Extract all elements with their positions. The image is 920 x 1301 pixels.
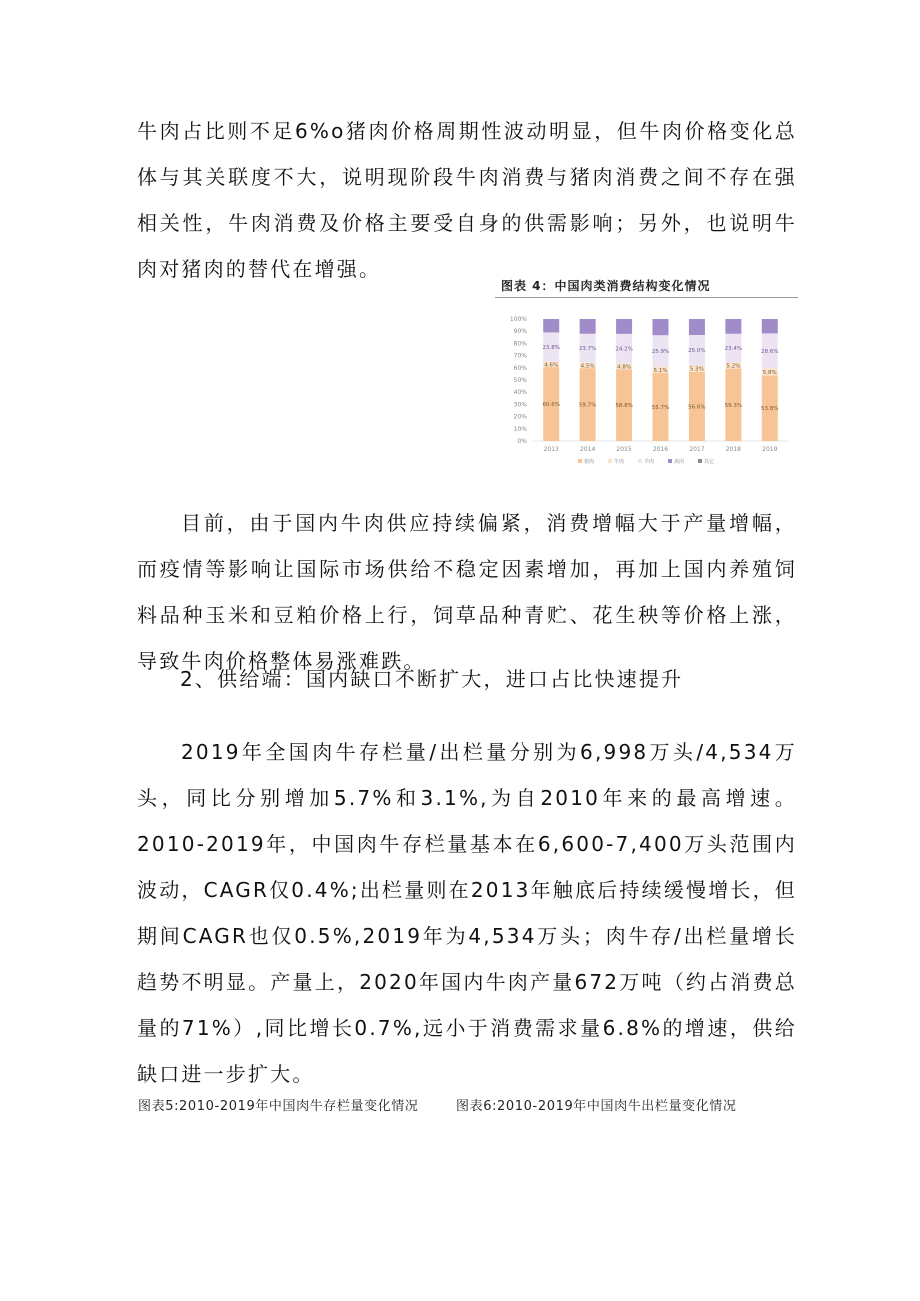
- y-tick-label: 20%: [513, 413, 527, 421]
- x-tick-label: 2013: [543, 446, 559, 453]
- data-label: 24.2%: [615, 346, 633, 353]
- legend-label: 猪肉: [584, 459, 595, 465]
- legend-label: 禽肉: [674, 459, 685, 465]
- bar-segment: [689, 319, 705, 335]
- data-label: 5.1%: [653, 367, 668, 374]
- paragraph-3: [137, 729, 797, 1097]
- x-tick-label: 2017: [689, 446, 705, 453]
- y-tick-label: 10%: [513, 425, 527, 433]
- legend-swatch: [578, 459, 582, 463]
- legend-swatch: [638, 459, 642, 463]
- x-tick-label: 2015: [616, 446, 632, 453]
- x-tick-label: 2014: [580, 446, 596, 453]
- y-tick-label: 70%: [513, 352, 527, 360]
- legend-label: 羊肉: [644, 459, 655, 465]
- paragraph-2-text: 目前，由于国内牛肉供应持续偏紧，消费增幅大于产量增幅，而疫情等影响让国际市场供给不稳定因素增加，再加上国内养殖饲料品种玉米和豆粕价格上行，饲草品种青贮、花生秧等价格上涨，导致牛肉价格整体易涨难跌。: [137, 511, 797, 673]
- legend-swatch: [668, 459, 672, 463]
- data-label: 25.0%: [688, 348, 706, 355]
- x-tick-label: 2018: [725, 446, 741, 453]
- data-label: 5.3%: [689, 366, 704, 373]
- x-tick-label: 2019: [762, 446, 778, 453]
- data-label: 23.8%: [542, 344, 560, 351]
- chart-title: 图表 4：中国肉类消费结构变化情况: [501, 279, 711, 293]
- paragraph-1: [137, 108, 797, 292]
- section-heading: 2、供给端：国内缺口不断扩大，进口占比快速提升: [180, 667, 684, 691]
- data-label: 5.2%: [726, 363, 741, 370]
- legend-label: 牛肉: [614, 459, 625, 465]
- data-label: 59.7%: [578, 402, 597, 409]
- data-label: 4.5%: [580, 363, 595, 370]
- figure-6-caption: 图表6:2010-2019年中国肉牛出栏量变化情况: [456, 1099, 737, 1114]
- data-label: 60.6%: [542, 402, 560, 409]
- legend-swatch: [698, 459, 702, 463]
- bar-segment: [725, 319, 741, 334]
- figure-4: [495, 273, 800, 478]
- data-label: 55.7%: [651, 405, 670, 412]
- bar-segment: [653, 319, 669, 335]
- y-tick-label: 0%: [517, 438, 527, 445]
- data-label: 28.6%: [761, 348, 779, 355]
- data-label: 5.8%: [762, 369, 777, 376]
- x-tick-label: 2016: [652, 446, 669, 453]
- y-tick-label: 50%: [513, 377, 527, 384]
- stacked-bar-chart: [495, 301, 800, 481]
- paragraph-1-text: 牛肉占比则不足6%o猪肉价格周期性波动明显，但牛肉价格变化总体与其关联度不大，说明现阶段牛肉消费与猪肉消费之间不存在强相关性，牛肉消费及价格主要受自身的供需影响；另外，也说明牛肉对猪肉的替代在增强。: [137, 119, 797, 281]
- data-label: 58.8%: [615, 403, 633, 410]
- chart-title-rule: [495, 297, 798, 298]
- paragraph-3-text: 2019年全国肉牛存栏量/出栏量分别为6,998万头/4,534万头，同比分别增加5.7%和3.1%,为自2010年来的最高增速。2010-2019年，中国肉牛存栏量基本在6,600-7,400万头范围内波动，CAGR仅0.4%;出栏量则在2013年触底后持续缓慢增长，但期间CAGR也仅0.5%,2019年为4,534万头；肉牛存/出栏量增长趋势不明显。产量上，2020年国内牛肉产量672万吨（约占消费总量的71%）,同比增长0.7%,远小于消费需求量6.8%的增速，供给缺口进一步扩大。: [137, 740, 797, 1086]
- y-tick-label: 90%: [513, 328, 527, 336]
- data-label: 23.4%: [724, 346, 743, 353]
- figure-5-caption: 图表5:2010-2019年中国肉牛存栏量变化情况: [138, 1099, 419, 1114]
- data-label: 25.9%: [651, 349, 670, 356]
- bar-segment: [616, 319, 632, 334]
- paragraph-2: [137, 500, 797, 684]
- y-tick-label: 40%: [513, 389, 527, 397]
- data-label: 56.6%: [688, 404, 706, 411]
- y-tick-label: 100%: [509, 316, 527, 323]
- y-tick-label: 60%: [513, 364, 527, 372]
- bar-segment: [762, 319, 778, 333]
- data-label: 59.3%: [724, 402, 743, 409]
- data-label: 23.7%: [578, 346, 597, 353]
- legend-swatch: [608, 459, 612, 463]
- y-tick-label: 80%: [513, 340, 527, 348]
- bar-segment: [543, 319, 559, 332]
- legend-label: 其它: [704, 459, 715, 465]
- data-label: 4.8%: [617, 364, 632, 371]
- data-label: 53.8%: [761, 406, 779, 413]
- bar-segment: [580, 319, 596, 334]
- y-tick-label: 30%: [513, 401, 527, 409]
- data-label: 4.6%: [544, 362, 559, 369]
